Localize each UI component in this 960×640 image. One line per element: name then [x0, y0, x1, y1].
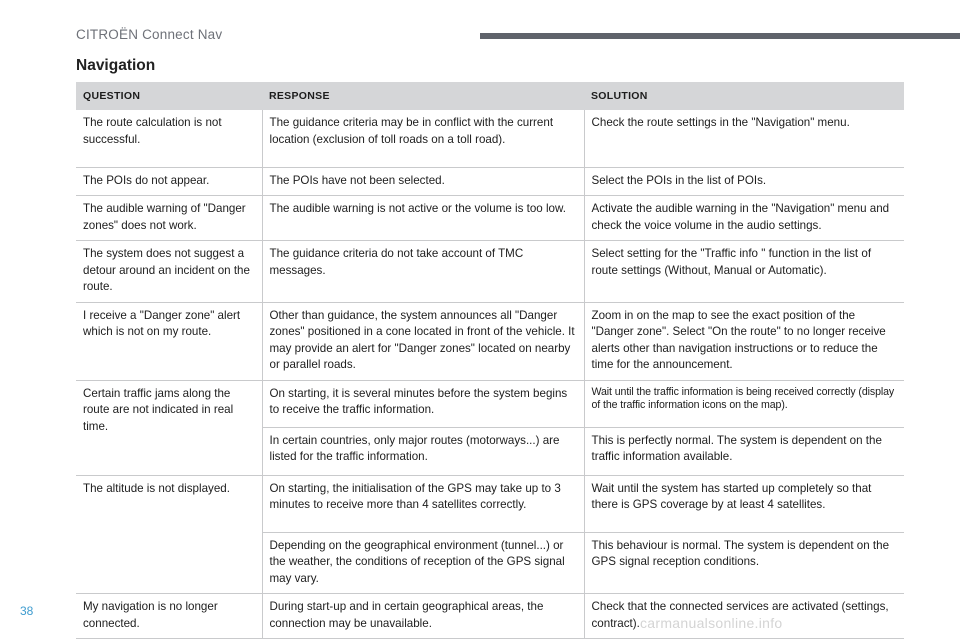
table-row	[76, 167, 904, 196]
watermark: carmanualsonline.info	[640, 615, 783, 631]
response-cell: Other than guidance, the system announces all "Danger zones" positioned in a cone located in front of the vehicle. It may provide an alert for "Danger zones" located on nearby or parallel roads.	[262, 302, 584, 380]
column-header-solution: SOLUTION	[584, 82, 904, 110]
solution-cell: Select the POIs in the list of POIs.	[584, 167, 904, 196]
solution-cell: Zoom in on the map to see the exact position of the "Danger zone". Select "On the route" to no longer receive alerts other than navigation instructions or to reduce the time for the announcement.	[584, 302, 904, 380]
response-cell: The guidance criteria do not take account of TMC messages.	[262, 241, 584, 303]
solution-cell: This is perfectly normal. The system is dependent on the traffic information available.	[584, 427, 904, 475]
response-cell: The audible warning is not active or the volume is too low.	[262, 196, 584, 241]
response-cell: During start-up and in certain geographical areas, the connection may be unavailable.	[262, 594, 584, 639]
question-cell: The system does not suggest a detour around an incident on the route.	[76, 241, 262, 303]
solution-cell: Check the route settings in the "Navigation" menu.	[584, 110, 904, 167]
document-brand-header: CITROËN Connect Nav	[76, 27, 223, 42]
solution-cell: Wait until the traffic information is being received correctly (display of the traffic information icons on the map).	[584, 380, 904, 427]
column-header-response: RESPONSE	[262, 82, 584, 110]
solution-cell: Wait until the system has started up completely so that there is GPS coverage by at least 4 satellites.	[584, 475, 904, 532]
response-cell: Depending on the geographical environment (tunnel...) or the weather, the conditions of reception of the GPS signal may vary.	[262, 532, 584, 594]
header-divider-bar	[480, 33, 960, 39]
question-cell: The route calculation is not successful.	[76, 110, 262, 167]
question-cell: The POIs do not appear.	[76, 167, 262, 196]
response-cell: On starting, the initialisation of the GPS may take up to 3 minutes to receive more than 4 satellites correctly.	[262, 475, 584, 532]
table-row	[76, 475, 904, 532]
question-cell: The audible warning of "Danger zones" does not work.	[76, 196, 262, 241]
response-cell: On starting, it is several minutes before the system begins to receive the traffic information.	[262, 380, 584, 427]
solution-cell: Check that the connected services are activated (settings, contract).	[584, 594, 904, 639]
question-cell: Certain traffic jams along the route are not indicated in real time.	[76, 380, 262, 475]
question-cell: The altitude is not displayed.	[76, 475, 262, 594]
question-cell: My navigation is no longer connected.	[76, 594, 262, 639]
section-title: Navigation	[76, 57, 156, 74]
page-number: 38	[20, 604, 34, 618]
solution-cell: Select setting for the "Traffic info " function in the list of route settings (Without, Manual or Automatic).	[584, 241, 904, 303]
table-row	[76, 110, 904, 167]
table-row	[76, 196, 904, 241]
column-header-question: QUESTION	[76, 82, 262, 110]
solution-cell: This behaviour is normal. The system is dependent on the GPS signal reception conditions.	[584, 532, 904, 594]
table-header-row	[76, 82, 904, 110]
response-cell: In certain countries, only major routes (motorways...) are listed for the traffic information.	[262, 427, 584, 475]
table-row	[76, 380, 904, 427]
solution-cell: Activate the audible warning in the "Navigation" menu and check the voice volume in the audio settings.	[584, 196, 904, 241]
response-cell: The guidance criteria may be in conflict with the current location (exclusion of toll roads on a toll road).	[262, 110, 584, 167]
question-cell: I receive a "Danger zone" alert which is not on my route.	[76, 302, 262, 380]
table-row	[76, 302, 904, 380]
response-cell: The POIs have not been selected.	[262, 167, 584, 196]
troubleshooting-table	[76, 82, 904, 639]
table-row	[76, 241, 904, 303]
